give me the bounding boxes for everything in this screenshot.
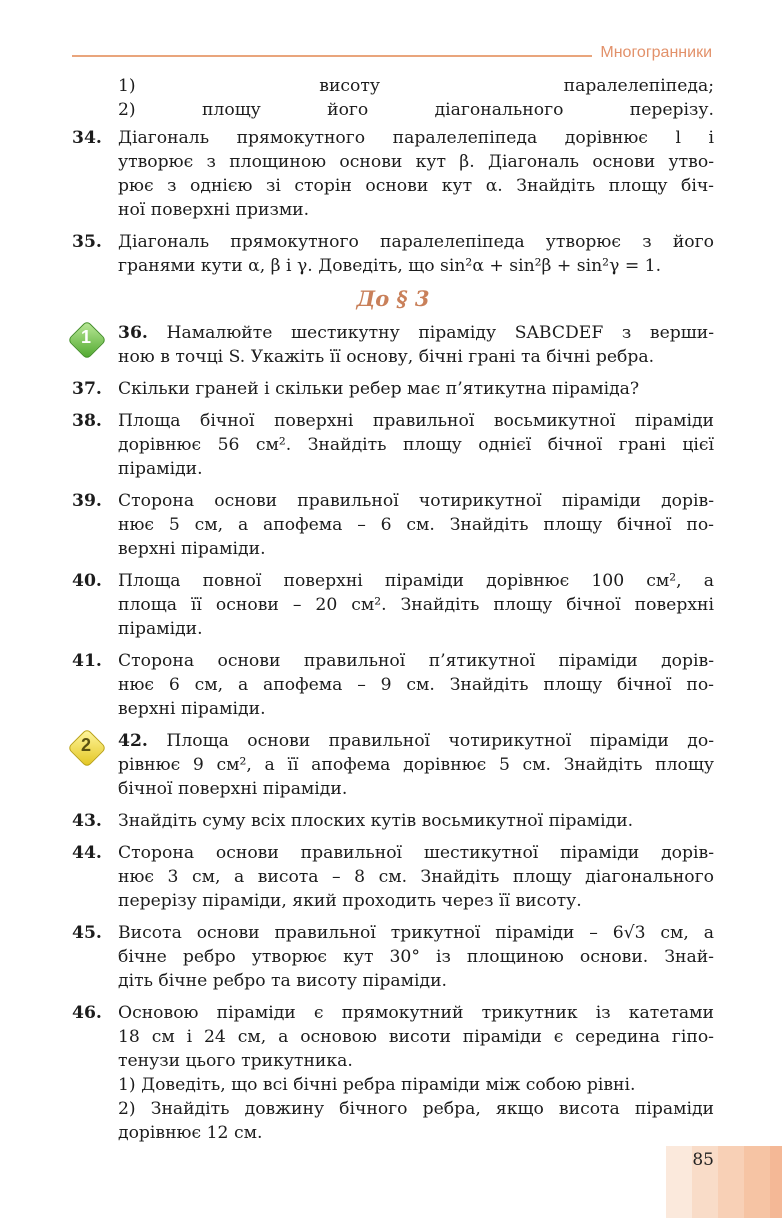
- problem-number: 41.: [72, 651, 102, 671]
- problem-number: 37.: [72, 379, 102, 399]
- section-heading: До § 3: [356, 286, 430, 311]
- problem-line: утворює з площиною основи кут β. Діагональ основи утво-: [118, 152, 714, 172]
- page-number: 85: [692, 1150, 714, 1170]
- problem-item: [72, 126, 714, 222]
- problem-line: нює 5 см, а апофема – 6 см. Знайдіть площу бічної по-: [118, 515, 714, 535]
- problem-line: дорівнює 56 см². Знайдіть площу однієї бічної грані цієї: [118, 435, 714, 455]
- problem-text: [118, 126, 714, 222]
- problem-line: бічної поверхні піраміди.: [118, 779, 348, 799]
- problem-line: гранями кути α, β і γ. Доведіть, що sin²α + sin²β + sin²γ = 1.: [118, 256, 662, 276]
- problem-text: [118, 921, 714, 993]
- problem-line: Діагональ прямокутного паралелепіпеда утворює з його: [118, 232, 714, 252]
- problem-line: [118, 321, 714, 345]
- problem-line: Сторона основи правильної шестикутної піраміди дорів-: [118, 843, 714, 863]
- problem-line: верхні піраміди.: [118, 539, 266, 559]
- problem-line: нює 6 см, а апофема – 9 см. Знайдіть площу бічної по-: [118, 675, 714, 695]
- level-1-badge-icon: 1: [70, 323, 102, 355]
- problem-line: Сторона основи правильної п’ятикутної піраміди дорів-: [118, 651, 714, 671]
- level-2-badge-icon: 2: [70, 731, 102, 763]
- problem-item: [72, 921, 714, 993]
- problem-item: [72, 649, 714, 721]
- problem-line-text: Намалюйте шестикутну піраміду SABCDEF з верши-: [166, 323, 714, 343]
- problem-line: Площа повної поверхні піраміди дорівнює 100 см², а: [118, 571, 714, 591]
- problem-line: Висота основи правильної трикутної піраміди – 6√3 см, а: [118, 923, 714, 943]
- running-title: Многогранники: [600, 44, 712, 61]
- problem-number-inline: 36.: [118, 323, 148, 343]
- subquestion-line: 2) Знайдіть довжину бічного ребра, якщо висота піраміди: [118, 1099, 714, 1119]
- page-content: [72, 74, 714, 1153]
- problem-line: піраміди.: [118, 619, 203, 639]
- problem-text: [118, 809, 714, 833]
- problem-line: Скільки граней і скільки ребер має п’ятикутна піраміда?: [118, 379, 640, 399]
- problem-line: ною в точці S. Укажіть її основу, бічні грані та бічні ребра.: [118, 347, 655, 367]
- problem-number: 43.: [72, 811, 102, 831]
- problem-number: 45.: [72, 923, 102, 943]
- problem-item: [72, 489, 714, 561]
- problem-item: [72, 1001, 714, 1145]
- problem-text: [118, 377, 714, 401]
- problem-line: 18 см і 24 см, а основою висоти піраміди є середина гіпо-: [118, 1027, 714, 1047]
- problem-line-text: Площа основи правильної чотирикутної піраміди до-: [166, 731, 715, 751]
- problem-line: діть бічне ребро та висоту піраміди.: [118, 971, 448, 991]
- problem-item: [72, 841, 714, 913]
- continuation-line: 2) площу його діагонального перерізу.: [118, 100, 714, 120]
- problem-number-inline: 42.: [118, 731, 148, 751]
- problem-item: [72, 230, 714, 278]
- problem-line: Основою піраміди є прямокутний трикутник із катетами: [118, 1003, 714, 1023]
- problem-number: 40.: [72, 571, 102, 591]
- problem-item: [72, 321, 714, 369]
- problem-line: Діагональ прямокутного паралелепіпеда дорівнює l і: [118, 128, 714, 148]
- problem-text: [118, 230, 714, 278]
- problem-line: тенузи цього трикутника.: [118, 1051, 353, 1071]
- header-rule: [72, 55, 592, 57]
- continuation-list: [72, 74, 714, 122]
- problem-number: 46.: [72, 1003, 102, 1023]
- problem-text: [118, 409, 714, 481]
- problem-line: перерізу піраміди, який проходить через її висоту.: [118, 891, 582, 911]
- problem-item: [72, 377, 714, 401]
- problem-item: [72, 409, 714, 481]
- problem-number: 44.: [72, 843, 102, 863]
- problem-text: [118, 321, 714, 369]
- problem-number: 39.: [72, 491, 102, 511]
- problem-line: [118, 729, 714, 753]
- problem-item: [72, 729, 714, 801]
- problem-text: [118, 649, 714, 721]
- problem-text: [118, 1001, 714, 1145]
- problem-item: [72, 809, 714, 833]
- problem-text: [118, 729, 714, 801]
- problem-text: [118, 489, 714, 561]
- problem-line: площа її основи – 20 см². Знайдіть площу бічної поверхні: [118, 595, 714, 615]
- problem-list-section2: [72, 126, 714, 278]
- continuation-line: 1) висоту паралелепіпеда;: [118, 76, 714, 96]
- problem-text: [118, 841, 714, 913]
- subquestion-line: дорівнює 12 см.: [118, 1123, 263, 1143]
- problem-line: бічне ребро утворює кут 30° із площиною основи. Знай-: [118, 947, 714, 967]
- problem-list-section3: [72, 321, 714, 1145]
- problem-line: рівнює 9 см², а її апофема дорівнює 5 см. Знайдіть площу: [118, 755, 714, 775]
- problem-line: нює 3 см, а висота – 8 см. Знайдіть площу діагонального: [118, 867, 714, 887]
- problem-line: ної поверхні призми.: [118, 200, 310, 220]
- page-corner-decoration: [666, 1146, 782, 1218]
- problem-item: [72, 569, 714, 641]
- subquestion-line: 1) Доведіть, що всі бічні ребра піраміди між собою рівні.: [118, 1075, 636, 1095]
- problem-line: піраміди.: [118, 459, 203, 479]
- problem-line: Знайдіть суму всіх плоских кутів восьмикутної піраміди.: [118, 811, 634, 831]
- problem-number: 38.: [72, 411, 102, 431]
- problem-text: [118, 569, 714, 641]
- problem-number: 34.: [72, 128, 102, 148]
- problem-number: 35.: [72, 232, 102, 252]
- problem-line: Площа бічної поверхні правильної восьмикутної піраміди: [118, 411, 714, 431]
- problem-line: рює з однією зі сторін основи кут α. Знайдіть площу біч-: [118, 176, 714, 196]
- problem-line: Сторона основи правильної чотирикутної піраміди дорів-: [118, 491, 714, 511]
- problem-line: верхні піраміди.: [118, 699, 266, 719]
